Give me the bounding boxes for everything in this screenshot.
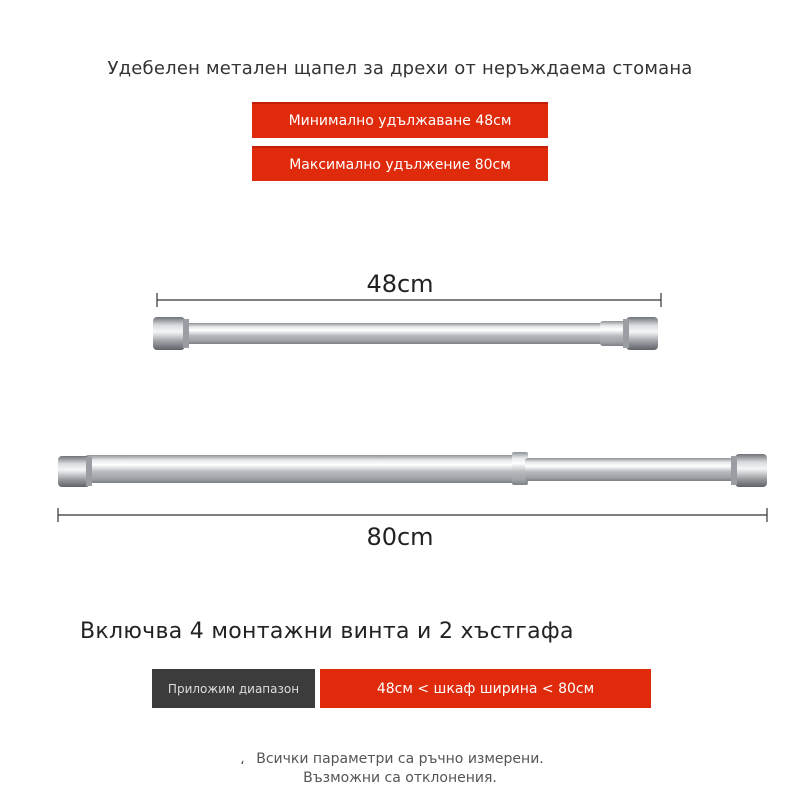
- range-value: 48см < шкаф ширина < 80см: [320, 669, 651, 708]
- max-extension-badge: Максимално удължение 80см: [252, 146, 548, 181]
- note-line-2: Възможни са отклонения.: [303, 770, 497, 786]
- long-rod-length-label: 80cm: [366, 523, 434, 551]
- short-rod: [153, 317, 658, 350]
- short-rod-length-label: 48cm: [366, 270, 434, 298]
- range-label: Приложим диапазон: [152, 669, 315, 708]
- note-line-1: Всички параметри са ръчно измерени.: [256, 751, 544, 767]
- short-rod-dimension-line: [157, 293, 661, 307]
- note-mark: ،: [240, 752, 245, 768]
- long-rod-dimension-line: [58, 508, 767, 522]
- product-title: Удебелен метален щапел за дрехи от неръждаема стомана: [107, 58, 693, 79]
- includes-text: Включва 4 монтажни винта и 2 хъстгафа: [80, 619, 574, 644]
- min-extension-badge: Минимално удължаване 48см: [252, 102, 548, 138]
- long-rod: [58, 452, 767, 487]
